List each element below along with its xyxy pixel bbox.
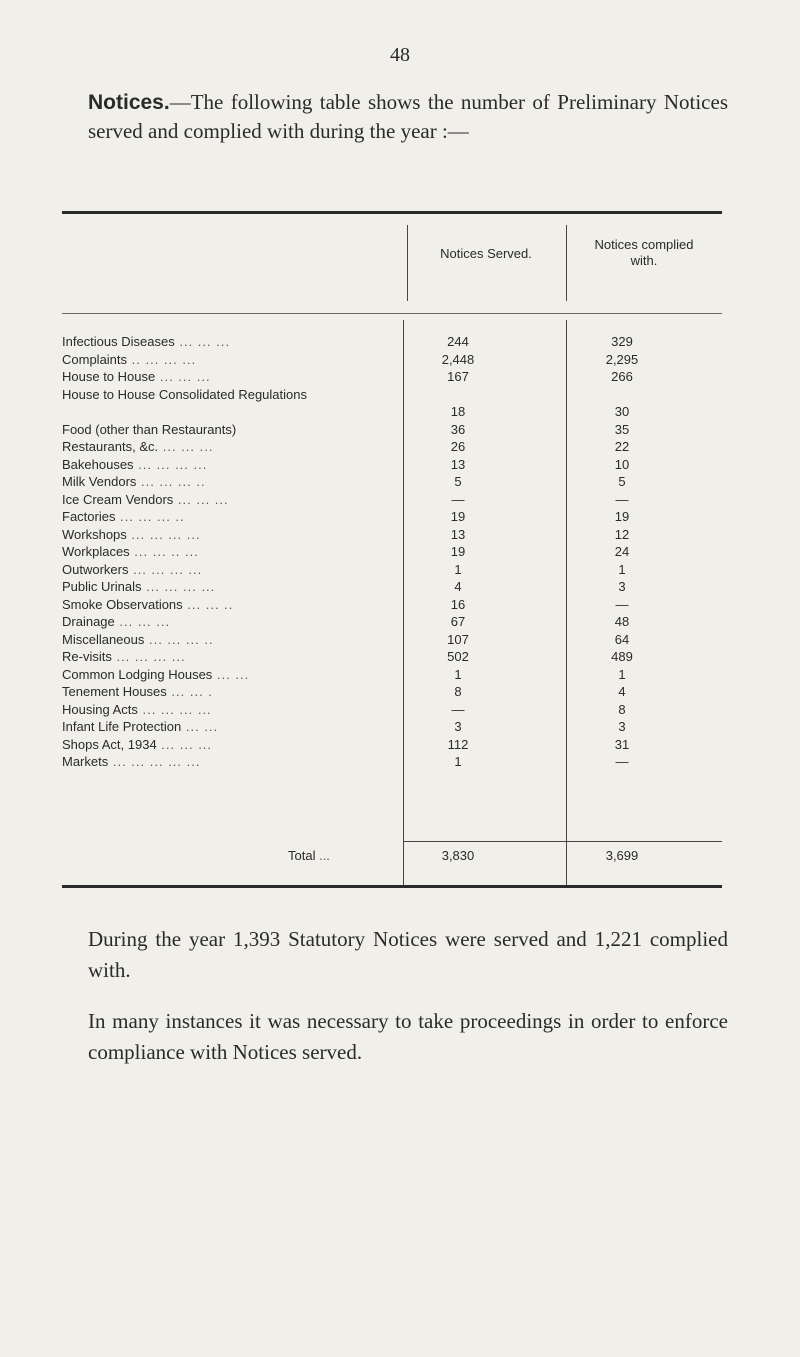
served-value: 1 bbox=[454, 754, 462, 769]
table-row bbox=[62, 613, 722, 631]
complied-value: 19 bbox=[614, 509, 630, 524]
header-bottom-rule bbox=[62, 313, 722, 314]
column-divider-1 bbox=[407, 225, 408, 301]
row-label: Complaints .. ... ... ... bbox=[62, 351, 197, 367]
column-divider-2 bbox=[566, 225, 567, 301]
complied-value: 22 bbox=[614, 439, 630, 454]
complied-value: 8 bbox=[618, 701, 626, 717]
table-row bbox=[62, 543, 722, 561]
table-row bbox=[62, 438, 722, 456]
served-value: 107 bbox=[447, 631, 469, 647]
intro-text: —The following table shows the number of Preliminary Notices served and complied with during the year :— bbox=[88, 90, 728, 143]
served-value: — bbox=[451, 491, 465, 507]
table-row bbox=[62, 508, 722, 526]
served-value: 1 bbox=[454, 561, 462, 577]
complied-value: — bbox=[615, 491, 629, 507]
row-label: Food (other than Restaurants) bbox=[62, 421, 237, 437]
served-value: 112 bbox=[447, 736, 469, 752]
served-value: 244 bbox=[447, 334, 469, 349]
served-value: 3 bbox=[454, 719, 462, 734]
row-label: Common Lodging Houses ... ... bbox=[62, 666, 250, 682]
served-value: 18 bbox=[450, 404, 466, 419]
complied-value: 35 bbox=[614, 421, 630, 437]
table-row bbox=[62, 473, 722, 491]
complied-value: 10 bbox=[614, 456, 630, 472]
complied-value: 5 bbox=[618, 474, 626, 489]
complied-value: 24 bbox=[614, 544, 630, 559]
statutory-notices-paragraph: During the year 1,393 Statutory Notices were served and 1,221 complied with. bbox=[88, 927, 728, 982]
served-value: 36 bbox=[450, 421, 466, 437]
page-number: 48 bbox=[390, 44, 410, 66]
row-label: Workshops ... ... ... ... bbox=[62, 526, 201, 542]
served-value: — bbox=[451, 701, 465, 717]
served-value: 502 bbox=[447, 649, 469, 664]
complied-value: 329 bbox=[611, 334, 633, 349]
complied-value: 31 bbox=[614, 736, 630, 752]
table-row bbox=[62, 368, 722, 386]
table-row bbox=[62, 596, 722, 614]
complied-value: 3 bbox=[618, 579, 626, 594]
row-label: Workplaces ... ... .. ... bbox=[62, 544, 199, 559]
table-row bbox=[62, 631, 722, 649]
complied-value: 3 bbox=[618, 719, 626, 734]
served-value: 167 bbox=[447, 369, 469, 384]
row-label: Drainage ... ... ... bbox=[62, 614, 171, 629]
table-row bbox=[62, 386, 722, 421]
row-label: Smoke Observations ... ... .. bbox=[62, 596, 234, 612]
table-row bbox=[62, 456, 722, 474]
row-label: House to House Consolidated Regulations bbox=[62, 386, 307, 402]
complied-value: — bbox=[615, 596, 629, 612]
table-body bbox=[62, 333, 722, 771]
served-value: 8 bbox=[454, 684, 462, 699]
total-row bbox=[62, 848, 722, 868]
row-label: Shops Act, 1934 ... ... ... bbox=[62, 736, 213, 752]
total-served: 3,830 bbox=[441, 848, 475, 863]
served-value: 67 bbox=[450, 614, 466, 629]
row-label: Ice Cream Vendors ... ... ... bbox=[62, 491, 229, 507]
served-value: 16 bbox=[450, 596, 466, 612]
row-label: Infant Life Protection ... ... bbox=[62, 719, 219, 734]
complied-value: 64 bbox=[614, 631, 630, 647]
row-label: Housing Acts ... ... ... ... bbox=[62, 701, 212, 717]
intro-lead: Notices. bbox=[88, 91, 170, 114]
row-label: Factories ... ... ... .. bbox=[62, 509, 185, 524]
row-label: Tenement Houses ... ... . bbox=[62, 684, 213, 699]
table-row bbox=[62, 561, 722, 579]
served-value: 19 bbox=[450, 544, 466, 559]
complied-value: 4 bbox=[618, 684, 626, 699]
complied-value: 12 bbox=[614, 526, 630, 542]
table-row bbox=[62, 666, 722, 684]
row-label: Bakehouses ... ... ... ... bbox=[62, 456, 208, 472]
table-row bbox=[62, 421, 722, 439]
table-bottom-rule bbox=[62, 885, 722, 888]
table-row bbox=[62, 526, 722, 544]
row-label: Milk Vendors ... ... ... .. bbox=[62, 474, 206, 489]
row-label: House to House ... ... ... bbox=[62, 369, 211, 384]
row-label: Restaurants, &c. ... ... ... bbox=[62, 439, 214, 454]
table-row bbox=[62, 753, 722, 771]
complied-value: 2,295 bbox=[605, 351, 639, 367]
served-value: 2,448 bbox=[441, 351, 475, 367]
row-label: Markets ... ... ... ... ... bbox=[62, 754, 201, 769]
served-value: 4 bbox=[454, 579, 462, 594]
row-label: Infectious Diseases ... ... ... bbox=[62, 334, 231, 349]
total-label: Total ... bbox=[288, 848, 330, 863]
complied-value: 30 bbox=[614, 404, 630, 419]
complied-value: 1 bbox=[618, 561, 626, 577]
served-value: 13 bbox=[450, 456, 466, 472]
served-value: 19 bbox=[450, 509, 466, 524]
served-value: 26 bbox=[450, 439, 466, 454]
served-value: 5 bbox=[454, 474, 462, 489]
total-rule bbox=[403, 841, 722, 842]
served-value: 13 bbox=[450, 526, 466, 542]
header-notices-served: Notices Served. bbox=[440, 246, 532, 261]
row-label: Re-visits ... ... ... ... bbox=[62, 649, 186, 664]
table-top-rule bbox=[62, 211, 722, 214]
table-row bbox=[62, 683, 722, 701]
table-row bbox=[62, 648, 722, 666]
row-label: Outworkers ... ... ... ... bbox=[62, 561, 203, 577]
complied-value: 266 bbox=[611, 369, 633, 384]
table-row bbox=[62, 701, 722, 719]
proceedings-paragraph: In many instances it was necessary to take proceedings in order to enforce compliance with Notices served. bbox=[88, 1009, 728, 1064]
table-row bbox=[62, 578, 722, 596]
served-value: 1 bbox=[454, 666, 462, 682]
table-row bbox=[62, 333, 722, 351]
table-row bbox=[62, 351, 722, 369]
intro-paragraph bbox=[88, 88, 728, 146]
complied-value: — bbox=[615, 754, 629, 769]
table-row bbox=[62, 736, 722, 754]
complied-value: 489 bbox=[611, 649, 633, 664]
complied-value: 1 bbox=[618, 666, 626, 682]
row-label: Miscellaneous ... ... ... .. bbox=[62, 631, 214, 647]
table-row bbox=[62, 718, 722, 736]
row-label: Public Urinals ... ... ... ... bbox=[62, 579, 216, 594]
complied-value: 48 bbox=[614, 614, 630, 629]
header-notices-complied: Notices complied with. bbox=[594, 237, 694, 268]
table-row bbox=[62, 491, 722, 509]
total-complied: 3,699 bbox=[605, 848, 639, 863]
